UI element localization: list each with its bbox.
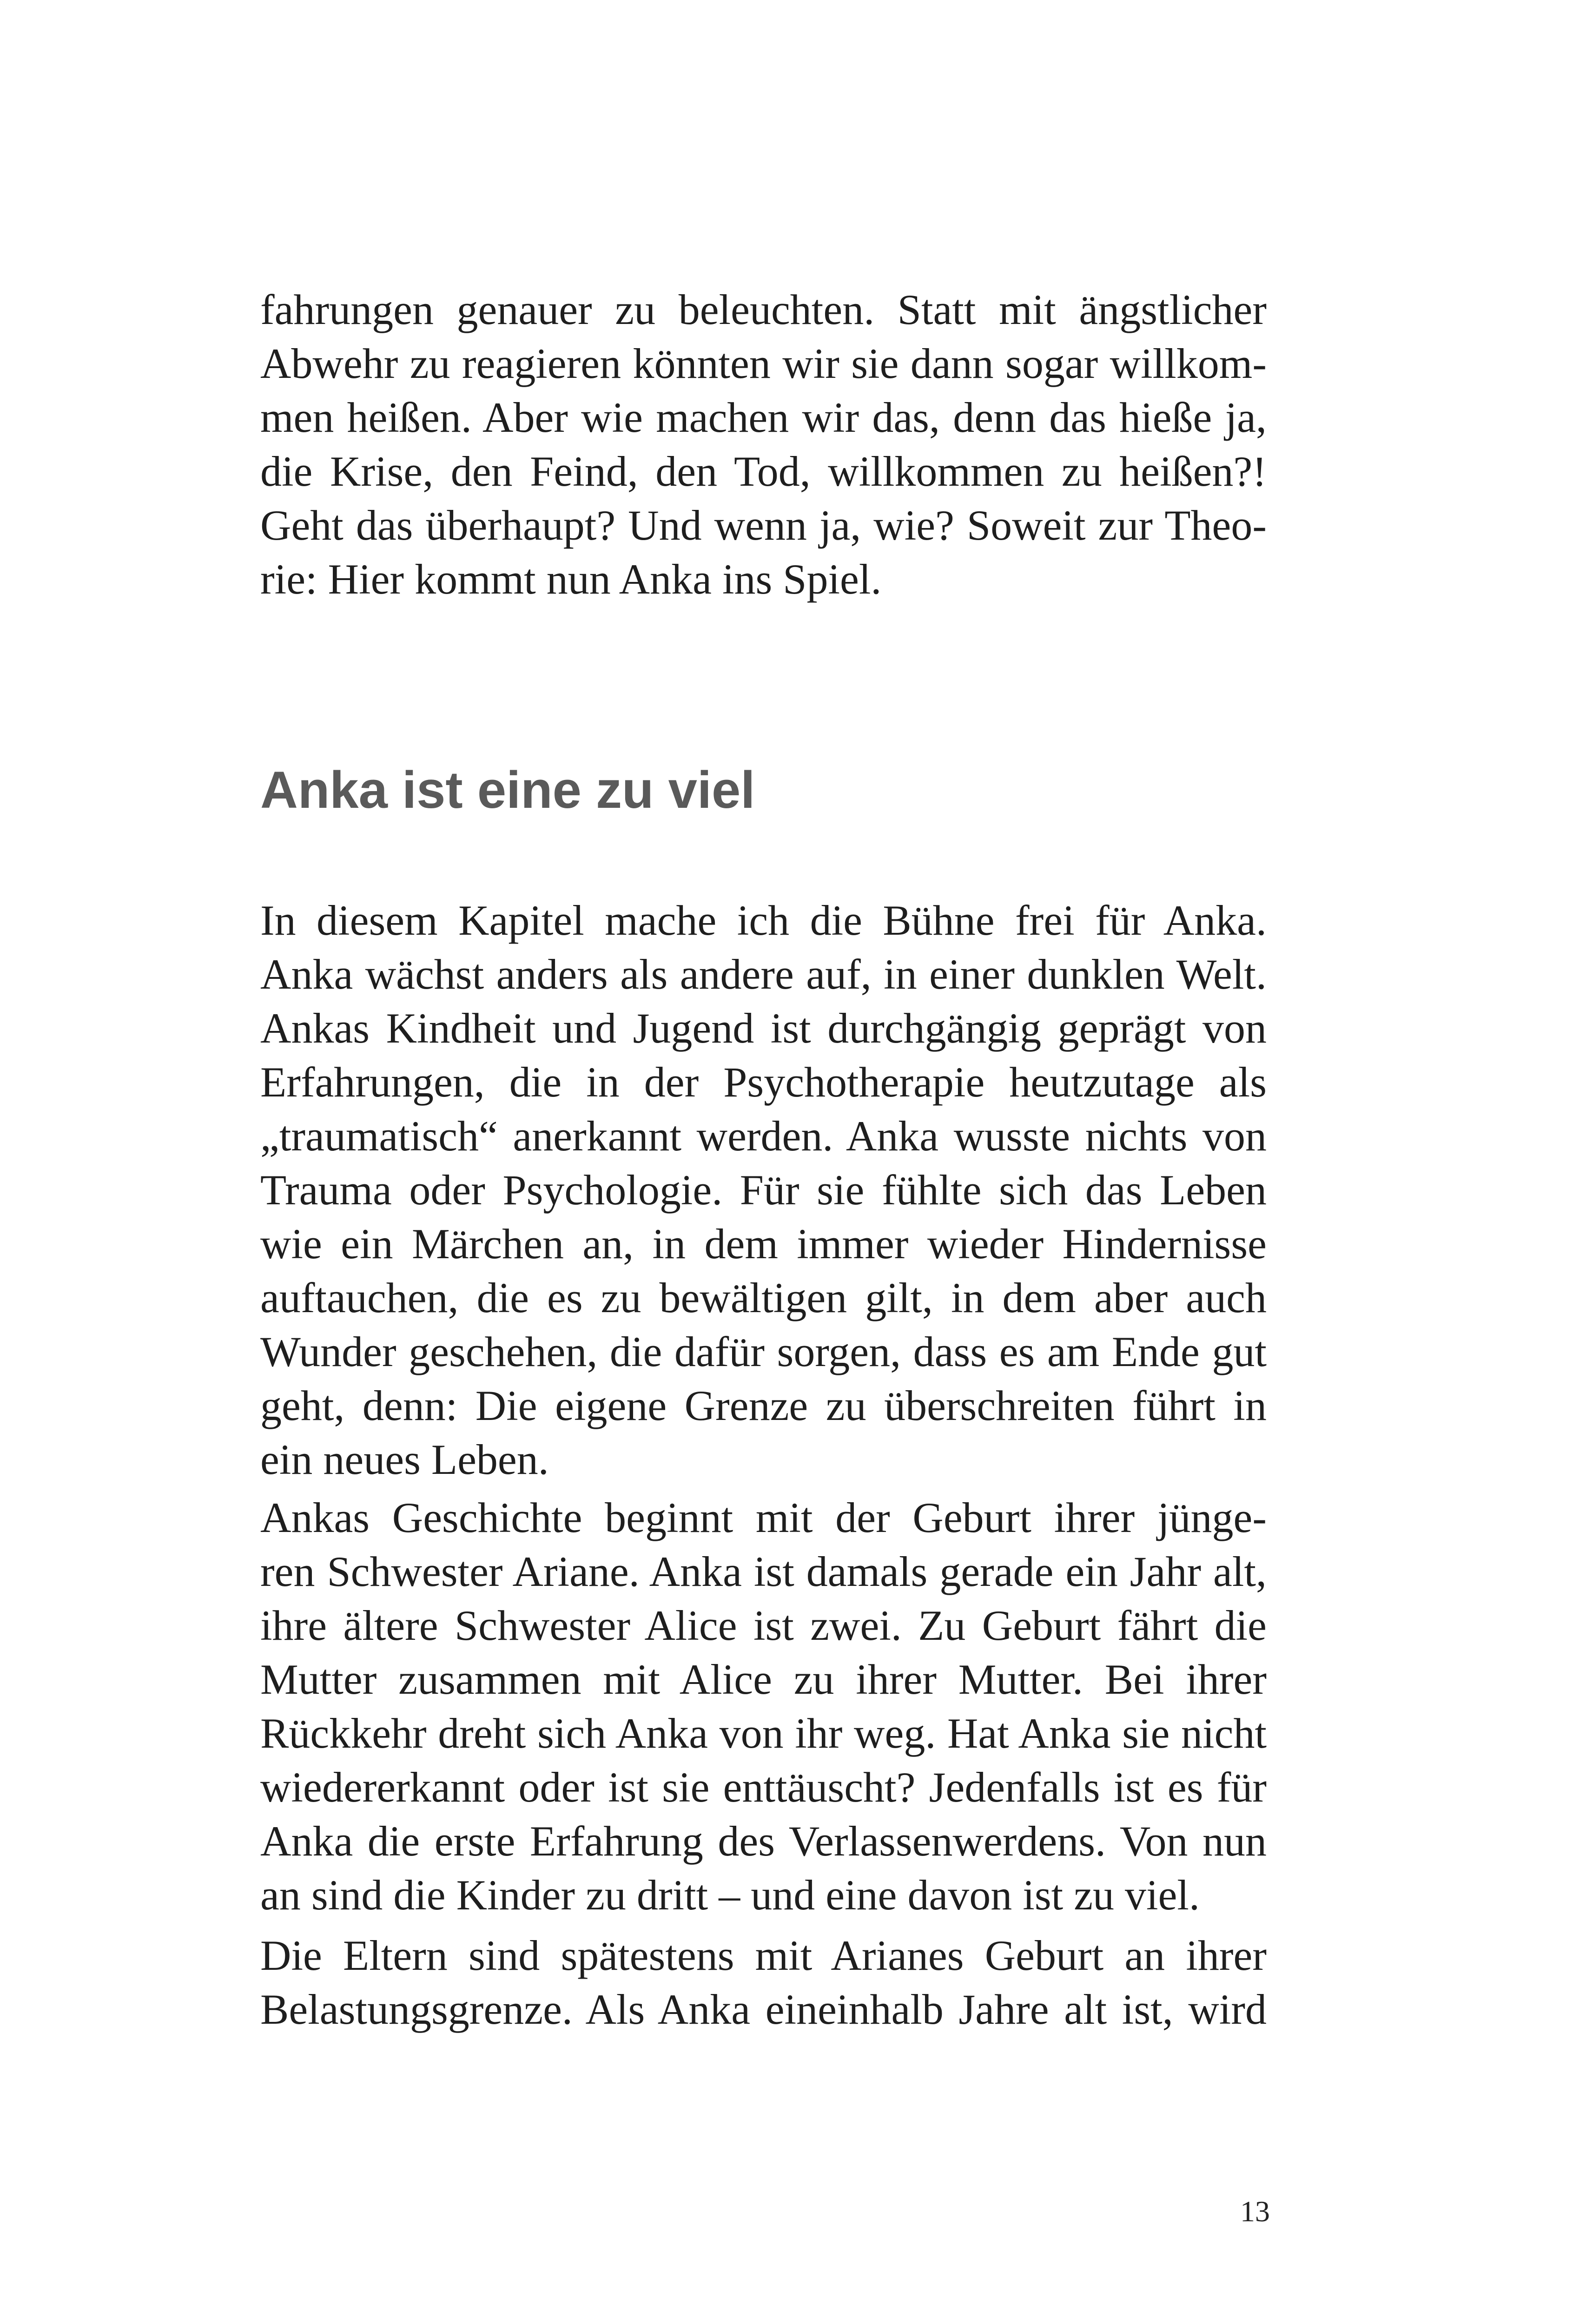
body-paragraph [260,1491,1267,1922]
text-line: die Krise, den Feind, den Tod, willkommen zu heißen?! [260,448,1267,495]
text-line: Mutter zusammen mit Alice zu ihrer Mutter. Bei ihrer [260,1656,1267,1703]
text-line: Trauma oder Psychologie. Für sie fühlte sich das Leben [260,1166,1267,1214]
text-line: Belastungsgrenze. Als Anka eineinhalb Jahre alt ist, wird [260,1986,1267,2033]
text-line: men heißen. Aber wie machen wir das, denn das hieße ja, [260,394,1267,441]
text-line: Rückkehr dreht sich Anka von ihr weg. Hat Anka sie nicht [260,1710,1267,1757]
text-line: Erfahrungen, die in der Psychotherapie heutzutage als [260,1058,1267,1106]
text-line: Wunder geschehen, die dafür sorgen, dass es am Ende gut [260,1328,1267,1375]
text-line: wie ein Märchen an, in dem immer wieder Hindernisse [260,1220,1267,1268]
text-line: ihre ältere Schwester Alice ist zwei. Zu Geburt fährt die [260,1602,1267,1649]
text-line: In diesem Kapitel mache ich die Bühne frei für Anka. [260,897,1267,944]
body-paragraph [260,893,1267,1486]
text-line: Abwehr zu reagieren könnten wir sie dann sogar willkom- [260,340,1267,387]
text-line: an sind die Kinder zu dritt – und eine davon ist zu viel. [260,1871,1200,1919]
text-line: Die Eltern sind spätestens mit Arianes Geburt an ihrer [260,1932,1267,1979]
text-line: Ankas Kindheit und Jugend ist durchgängig geprägt von [260,1004,1267,1052]
text-line: wiedererkannt oder ist sie enttäuscht? Jedenfalls ist es für [260,1763,1267,1811]
text-line: fahrungen genauer zu beleuchten. Statt mit ängstlicher [260,286,1267,333]
text-line: ein neues Leben. [260,1436,549,1483]
text-line: ren Schwester Ariane. Anka ist damals gerade ein Jahr alt, [260,1548,1267,1595]
text-line: auftauchen, die es zu bewältigen gilt, in dem aber auch [260,1274,1267,1321]
text-line: „traumatisch“ anerkannt werden. Anka wusste nichts von [260,1112,1267,1160]
text-line: Ankas Geschichte beginnt mit der Geburt ihrer jünge- [260,1494,1267,1541]
text-line: Anka wächst anders als andere auf, in einer dunklen Welt. [260,951,1267,998]
text-line: Anka die erste Erfahrung des Verlassenwerdens. Von nun [260,1817,1267,1865]
page-number: 13 [1240,2195,1270,2228]
text-line: geht, denn: Die eigene Grenze zu überschreiten führt in [260,1382,1267,1429]
body-paragraph [260,1928,1267,2036]
intro-paragraph [260,283,1267,606]
text-line: rie: Hier kommt nun Anka ins Spiel. [260,555,882,603]
text-line: Geht das überhaupt? Und wenn ja, wie? Soweit zur Theo- [260,502,1267,549]
section-heading: Anka ist eine zu viel [260,761,755,819]
